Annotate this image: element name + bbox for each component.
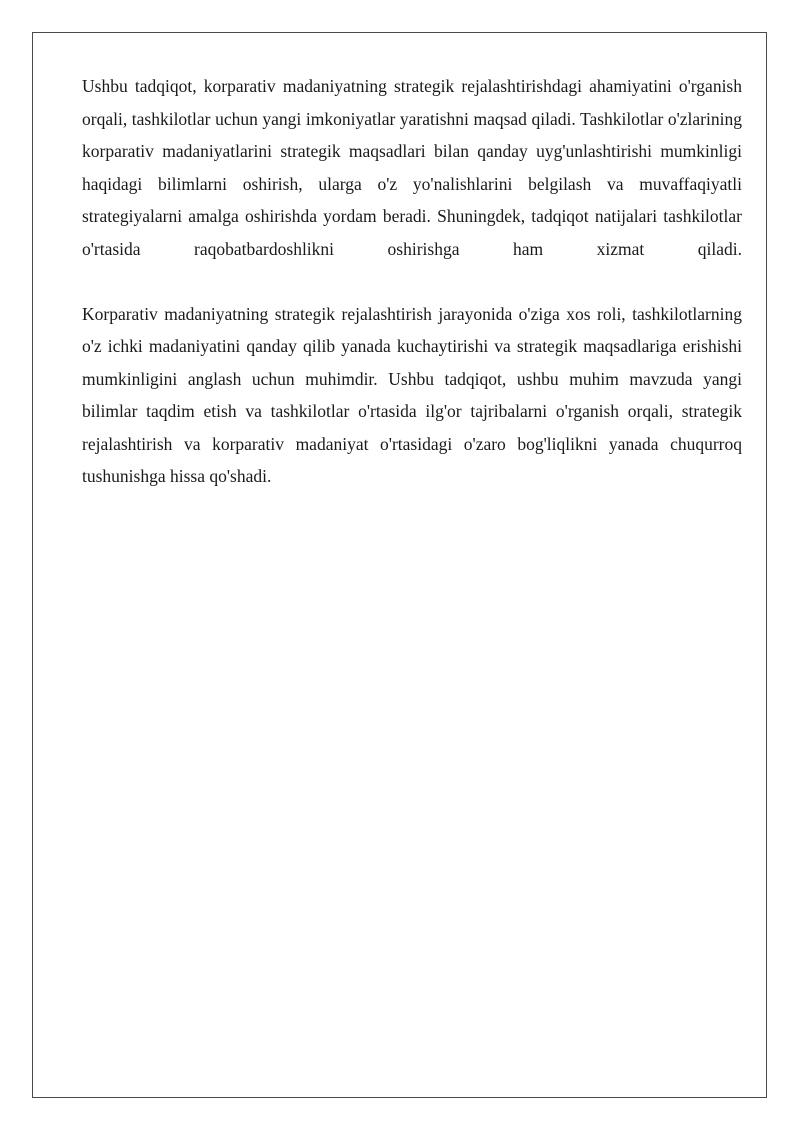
- paragraph-2: Korparativ madaniyatning strategik rejalashtirish jarayonida o'ziga xos roli, tashkilotlarning o'z ichki madaniyatini qanday qilib yanada kuchaytirishi va strategik maqsadlariga erishishi mumkinligini anglash uchun muhimdir. Ushbu tadqiqot, ushbu muhim mavzuda yangi bilimlar taqdim etish va tashkilotlar o'rtasida ilg'or tajribalarni o'rganish orqali, strategik rejalashtirish va korparativ madaniyat o'rtasidagi o'zaro bog'liqlikni yanada chuqurroq tushunishga hissa qo'shadi.: [82, 303, 742, 486]
- document-body: [82, 70, 742, 493]
- paragraph-spacer: [82, 265, 742, 298]
- paragraph-1: Ushbu tadqiqot, korparativ madaniyatning strategik rejalashtirishdagi ahamiyatini o'rganish orqali, tashkilotlar uchun yangi imkoniyatlar yaratishni maqsad qiladi. Tashkilotlar o'zlarining korparativ madaniyatlarini strategik maqsadlari bilan qanday uyg'unlashtirishi mumkinligi haqidagi bilimlarni oshirish, ularga o'z yo'nalishlarini belgilash va muvaffaqiyatli strategiyalarni amalga oshirishda yordam beradi. Shuningdek, tadqiqot natijalari tashkilotlar o'rtasida raqobatbardoshlikni oshirishga ham xizmat qiladi.: [82, 76, 742, 259]
